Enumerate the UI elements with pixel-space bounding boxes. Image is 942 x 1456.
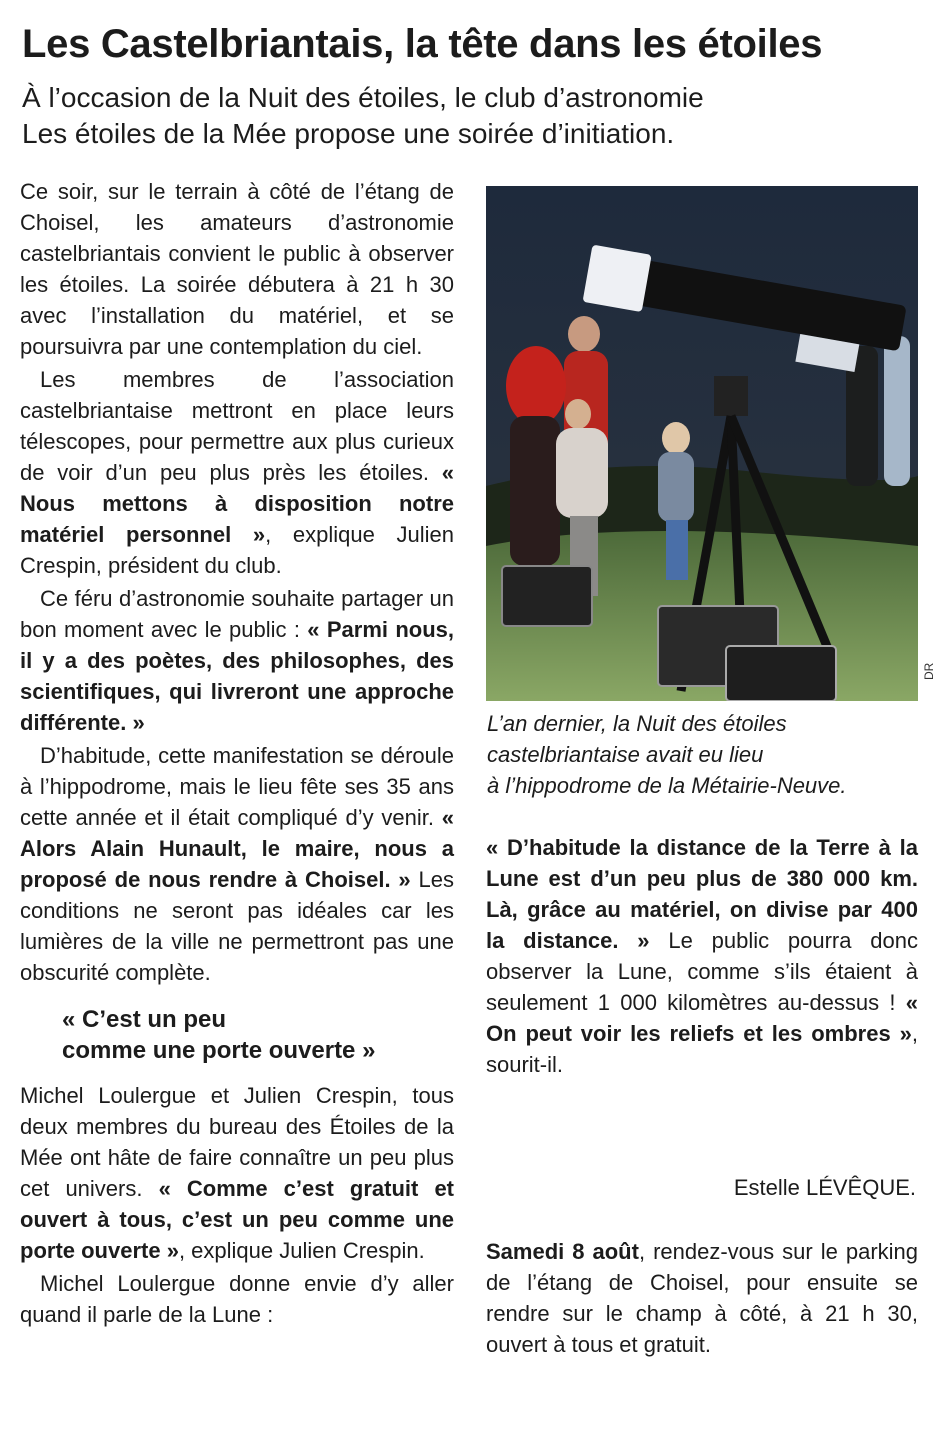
quote: « Nous mettons à disposition notre matériel personnel » bbox=[20, 460, 454, 547]
paragraph bbox=[20, 1268, 454, 1330]
paragraph bbox=[20, 1080, 454, 1266]
quote: « On peut voir les reliefs et les ombres » bbox=[486, 990, 918, 1046]
article-photo bbox=[486, 186, 918, 701]
quote: « Parmi nous, il y a des poètes, des philosophes, des scientifiques, qui livreront une approche différente. » bbox=[20, 617, 454, 735]
event-info bbox=[486, 1236, 918, 1360]
deck-line: Les étoiles de la Mée propose une soirée d’initiation. bbox=[22, 118, 675, 149]
text: Le public pourra donc observer la Lune, comme s’ils étaient à seulement 1 000 kilomètres au-dessus ! bbox=[486, 928, 918, 1015]
article-subhead bbox=[20, 1004, 454, 1066]
article-column-right bbox=[486, 832, 918, 1080]
quote: « D’habitude la distance de la Terre à la Lune est d’un peu plus de 380 000 km. Là, grâce au matériel, on divise par 400 la distance. » bbox=[486, 835, 918, 953]
deck-line: À l’occasion de la Nuit des étoiles, le club d’astronomie bbox=[22, 82, 704, 113]
article-deck bbox=[22, 80, 927, 152]
event-date: Samedi 8 août bbox=[486, 1239, 639, 1264]
event-details: , rendez-vous sur le parking de l’étang de Choisel, pour ensuite se rendre sur le champ à côté, à 21 h 30, ouvert à tous et gratuit. bbox=[486, 1239, 919, 1357]
article-column-left bbox=[20, 176, 454, 1330]
caption-line: castelbriantaise avait eu lieu bbox=[487, 742, 764, 767]
text: Michel Loulergue donne envie d’y aller quand il parle de la Lune : bbox=[20, 1271, 454, 1327]
telescope-photo-illustration bbox=[486, 186, 918, 701]
subhead-line: comme une porte ouverte » bbox=[62, 1037, 376, 1064]
text: Les membres de l’association castelbriantaise mettront en place leurs télescopes, pour permettre aux plus curieux de voir d’un peu plus près les étoiles. bbox=[20, 367, 454, 485]
text: Ce féru d’astronomie souhaite partager un bon moment avec le public : bbox=[20, 586, 454, 642]
text: , explique Julien Crespin. bbox=[178, 1238, 425, 1263]
paragraph bbox=[486, 832, 918, 1080]
paragraph bbox=[20, 740, 454, 988]
paragraph bbox=[20, 364, 454, 581]
text: , explique Julien Crespin, président du club. bbox=[20, 522, 454, 578]
text: Les conditions ne seront pas idéales car les lumières de la ville ne permettront pas une obscurité complète. bbox=[20, 867, 454, 985]
subhead-line: « C’est un peu bbox=[62, 1006, 227, 1033]
text: , sourit-il. bbox=[486, 1021, 918, 1077]
paragraph: Ce soir, sur le terrain à côté de l’étang de Choisel, les amateurs d’astronomie castelbriantais convient le public à observer les étoiles. La soirée débutera à 21 h 30 avec l’installation du matériel, et se poursuivra par une contemplation du ciel. bbox=[20, 179, 454, 359]
paragraph bbox=[20, 583, 454, 738]
photo-credit: DR bbox=[922, 662, 936, 680]
caption-line: à l’hippodrome de la Métairie-Neuve. bbox=[487, 773, 847, 798]
article-headline: Les Castelbriantais, la tête dans les étoiles bbox=[22, 22, 823, 66]
quote: « Alors Alain Hunault, le maire, nous a proposé de nous rendre à Choisel. » bbox=[20, 805, 454, 892]
text: Michel Loulergue et Julien Crespin, tous deux membres du bureau des Étoiles de la Mée ont hâte de faire connaître un peu plus cet univers. bbox=[20, 1083, 454, 1201]
photo-caption bbox=[487, 708, 919, 801]
caption-line: L’an dernier, la Nuit des étoiles bbox=[487, 711, 787, 736]
quote: « Comme c’est gratuit et ouvert à tous, c’est un peu comme une porte ouverte » bbox=[20, 1176, 455, 1263]
text: D’habitude, cette manifestation se déroule à l’hippodrome, mais le lieu fête ses 35 ans cette année et il était compliqué d’y venir. bbox=[20, 743, 454, 830]
author-signature: Estelle LÉVÊQUE. bbox=[733, 1175, 916, 1200]
